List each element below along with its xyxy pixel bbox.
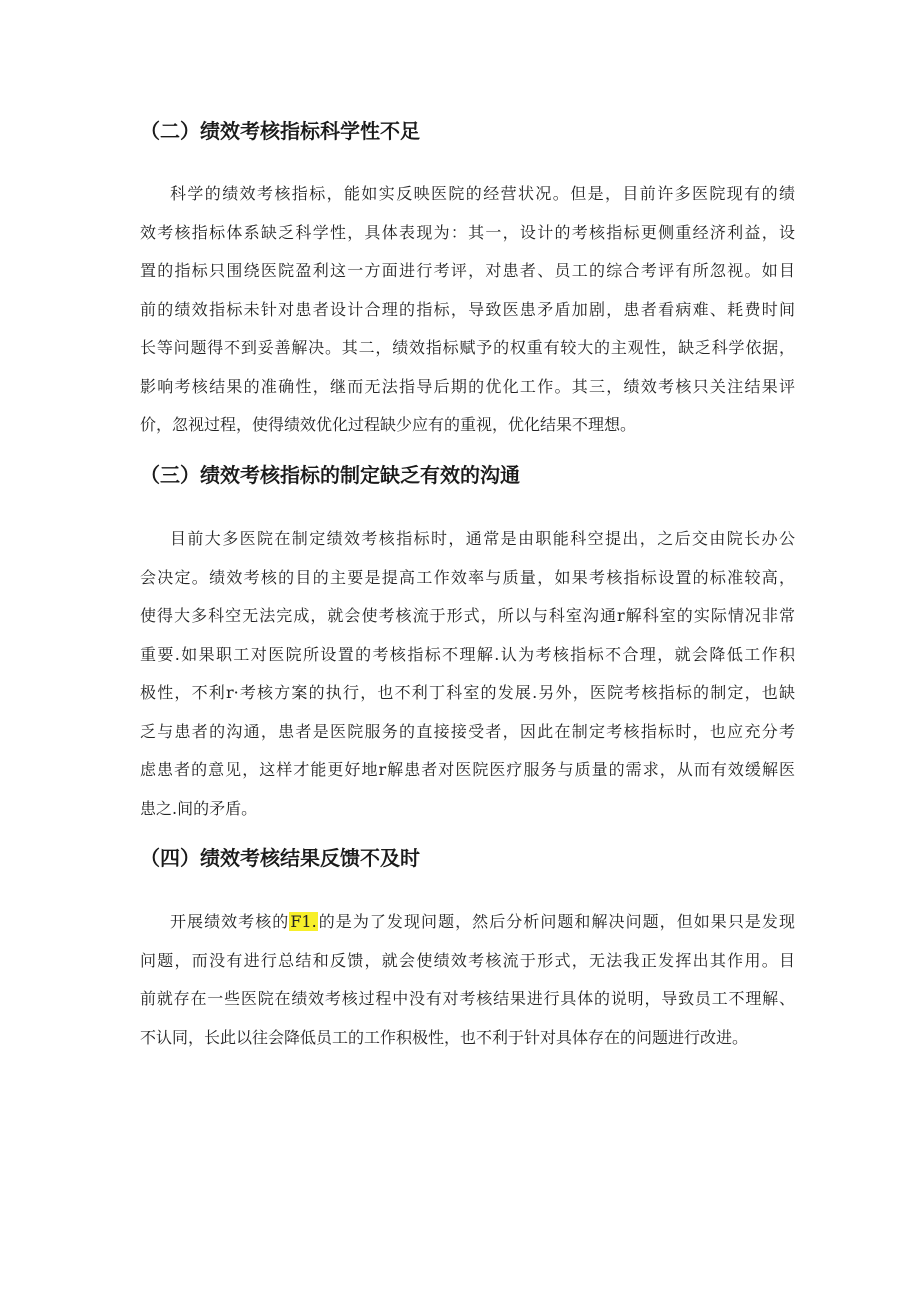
section-heading-2: （二）绩效考核指标科学性不足: [140, 119, 420, 143]
paragraph-line: [140, 903, 795, 942]
paragraph-line: 不认同，长此以往会降低员工的工作积极性，也不利于针对具体存在的问题进行改进。: [140, 1027, 749, 1047]
paragraph-line: 影响考核结果的准确性，继而无法指导后期的优化工作。其三，绩效考核只关注结果评: [140, 376, 795, 396]
paragraph-line: 长等问题得不到妥善解决。其二，绩效指标赋予的权重有较大的主观性，缺乏科学依据，: [140, 338, 795, 357]
section-heading-3: （三）绩效考核指标的制定缺乏有效的沟通: [140, 463, 520, 487]
paragraph-line: 置的指标只围绕医院盈利这一方面进行考评，对患者、员工的综合考评有所忽视。如目: [140, 261, 795, 280]
paragraph-line: 价，忽视过程，使得绩效优化过程缺少应有的重视，优化结果不理想。: [140, 415, 637, 434]
section-heading-4: （四）绩效考核结果反馈不及时: [140, 846, 420, 870]
paragraph-line: 目前大多医院在制定绩效考核指标时，通常是由职能科空提出，之后交由院长办公: [170, 529, 795, 548]
paragraph-line: 前就存在一些医院在绩效考核过程中没有对考核结果进行具体的说明，导致员工不理解、: [140, 989, 795, 1008]
paragraph-line: 重要.如果职工对医院所设置的考核指标不理解.认为考核指标不合理，就会降低工作积: [140, 644, 795, 664]
line-text-after: 的是为了发现问题，然后分析问题和解决问题，但如果只是发现: [317, 912, 795, 931]
section-paragraph-3: [140, 520, 795, 828]
paragraph-line: 科学的绩效考核指标，能如实反映医院的经营状况。但是，目前许多医院现有的绩: [170, 184, 795, 203]
line-text-before: 开展绩效考核的: [170, 912, 290, 931]
paragraph-line: 虑患者的意见，这样才能更好地r解患者对医院医疗服务与质量的需求，从而有效缓解医: [140, 760, 795, 779]
paragraph-line: 问题，而没有进行总结和反馈，就会使绩效考核流于形式，无法我正发挥出其作用。目: [140, 950, 795, 970]
paragraph-line: 乏与患者的沟通，患者是医院服务的直接接受者，因此在制定考核指标时，也应充分考: [140, 721, 795, 741]
section-paragraph-2: [140, 175, 795, 445]
paragraph-line: 会决定。绩效考核的目的主要是提高工作效率与质量，如果考核指标设置的标准较高，: [140, 567, 795, 587]
highlighted-text: F1.: [290, 912, 317, 931]
section-paragraph-4: [140, 903, 795, 1057]
paragraph-line: 效考核指标体系缺乏科学性，具体表现为：其一，设计的考核指标更侧重经济利益，设: [140, 222, 795, 242]
paragraph-line: 使得大多科空无法完成，就会使考核流于形式，所以与科室沟通r解科室的实际情况非常: [140, 606, 795, 625]
paragraph-line: 前的绩效指标未针对患者设计合理的指标，导致医患矛盾加剧，患者看病难、耗费时间: [140, 299, 795, 319]
paragraph-line: 患之.间的矛盾。: [140, 798, 258, 818]
paragraph-line: 极性，不利r·考核方案的执行，也不利丁科室的发展.另外，医院考核指标的制定，也缺: [140, 683, 795, 702]
